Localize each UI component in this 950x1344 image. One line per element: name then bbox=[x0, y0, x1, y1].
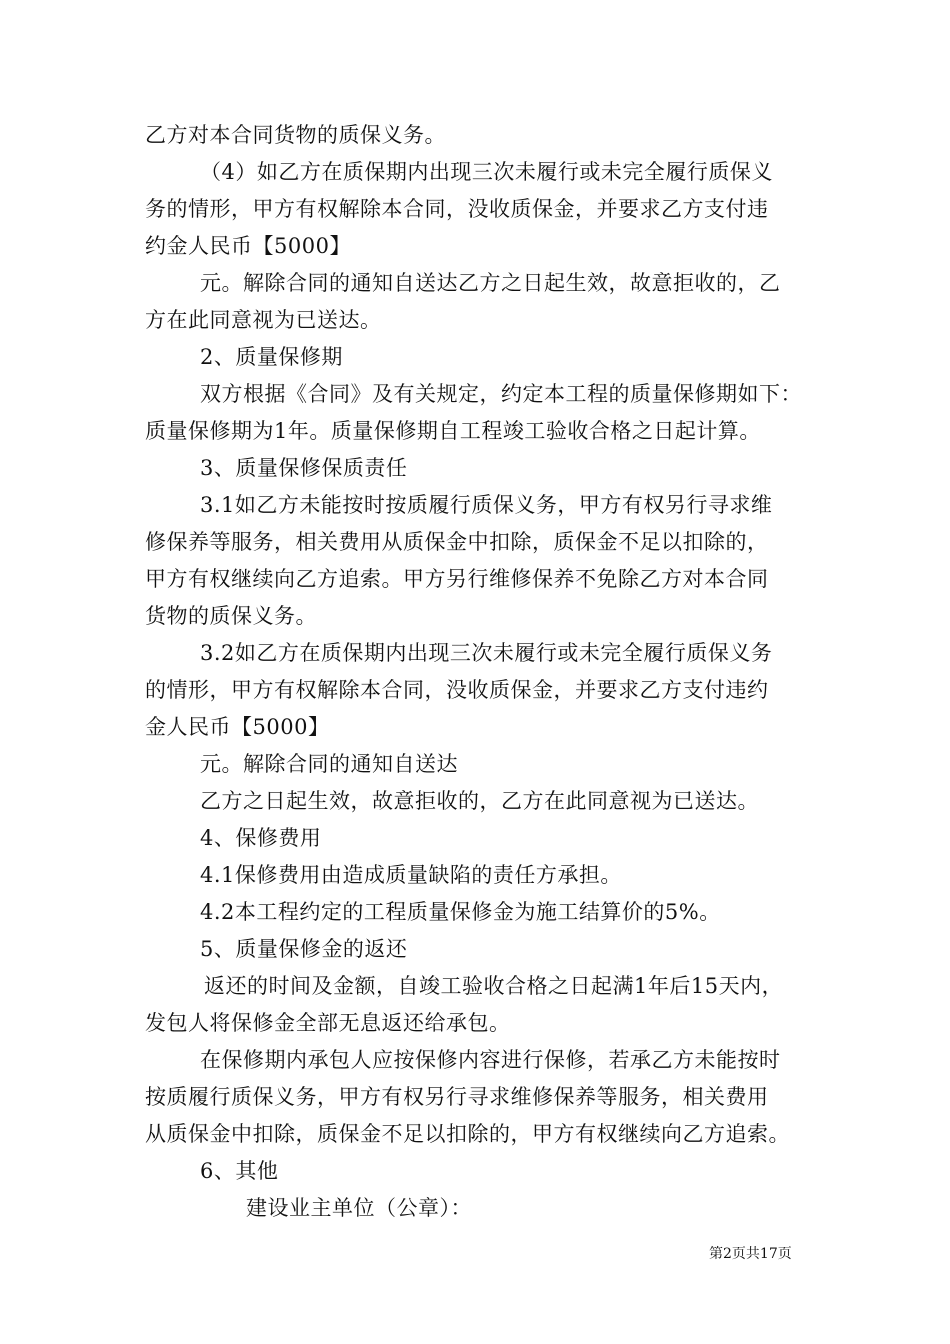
text-line: 4.2本工程约定的工程质量保修金为施工结算价的5%。 bbox=[200, 900, 721, 924]
signature-line: 建设业主单位（公章）： bbox=[246, 1196, 472, 1220]
text-line: 在保修期内承包人应按保修内容进行保修，若承乙方未能按时 bbox=[200, 1048, 781, 1072]
text-line: 4.1保修费用由造成质量缺陷的责任方承担。 bbox=[200, 863, 622, 887]
section-heading: 4、保修费用 bbox=[200, 826, 322, 850]
text-line: 务的情形，甲方有权解除本合同，没收质保金，并要求乙方支付违 bbox=[145, 197, 769, 221]
text-line: （4）如乙方在质保期内出现三次未履行或未完全履行质保义 bbox=[200, 160, 773, 184]
section-heading: 2、质量保修期 bbox=[200, 345, 343, 369]
text-line: 约金人民币【5000】 bbox=[145, 234, 351, 258]
text-line: 从质保金中扣除，质保金不足以扣除的，甲方有权继续向乙方追索。 bbox=[145, 1122, 790, 1146]
text-line: 质量保修期为1年。质量保修期自工程竣工验收合格之日起计算。 bbox=[145, 419, 761, 443]
text-line: 元。解除合同的通知自送达 bbox=[200, 752, 458, 776]
text-line: 乙方之日起生效，故意拒收的，乙方在此同意视为已送达。 bbox=[200, 789, 759, 813]
text-line: 双方根据《合同》及有关规定，约定本工程的质量保修期如下： bbox=[200, 382, 802, 406]
text-line: 发包人将保修金全部无息返还给承包。 bbox=[145, 1011, 511, 1035]
page-number: 第2页共17页 bbox=[709, 1246, 792, 1262]
text-line: 方在此同意视为已送达。 bbox=[145, 308, 382, 332]
text-line: 返还的时间及金额，自竣工验收合格之日起满1年后15天内， bbox=[204, 974, 784, 998]
text-line: 修保养等服务，相关费用从质保金中扣除，质保金不足以扣除的， bbox=[145, 530, 769, 554]
text-line: 货物的质保义务。 bbox=[145, 604, 317, 628]
section-heading: 6、其他 bbox=[200, 1159, 279, 1183]
text-line: 乙方对本合同货物的质保义务。 bbox=[145, 123, 446, 147]
text-line: 3.2如乙方在质保期内出现三次未履行或未完全履行质保义务 bbox=[200, 641, 773, 665]
section-heading: 5、质量保修金的返还 bbox=[200, 937, 408, 961]
text-line: 3.1如乙方未能按时按质履行质保义务，甲方有权另行寻求维 bbox=[200, 493, 773, 517]
text-line: 金人民币【5000】 bbox=[145, 715, 330, 739]
text-line: 的情形，甲方有权解除本合同，没收质保金，并要求乙方支付违约 bbox=[145, 678, 769, 702]
text-line: 按质履行质保义务，甲方有权另行寻求维修保养等服务，相关费用 bbox=[145, 1085, 769, 1109]
text-line: 甲方有权继续向乙方追索。甲方另行维修保养不免除乙方对本合同 bbox=[145, 567, 769, 591]
section-heading: 3、质量保修保质责任 bbox=[200, 456, 408, 480]
text-line: 元。解除合同的通知自送达乙方之日起生效，故意拒收的，乙 bbox=[200, 271, 781, 295]
